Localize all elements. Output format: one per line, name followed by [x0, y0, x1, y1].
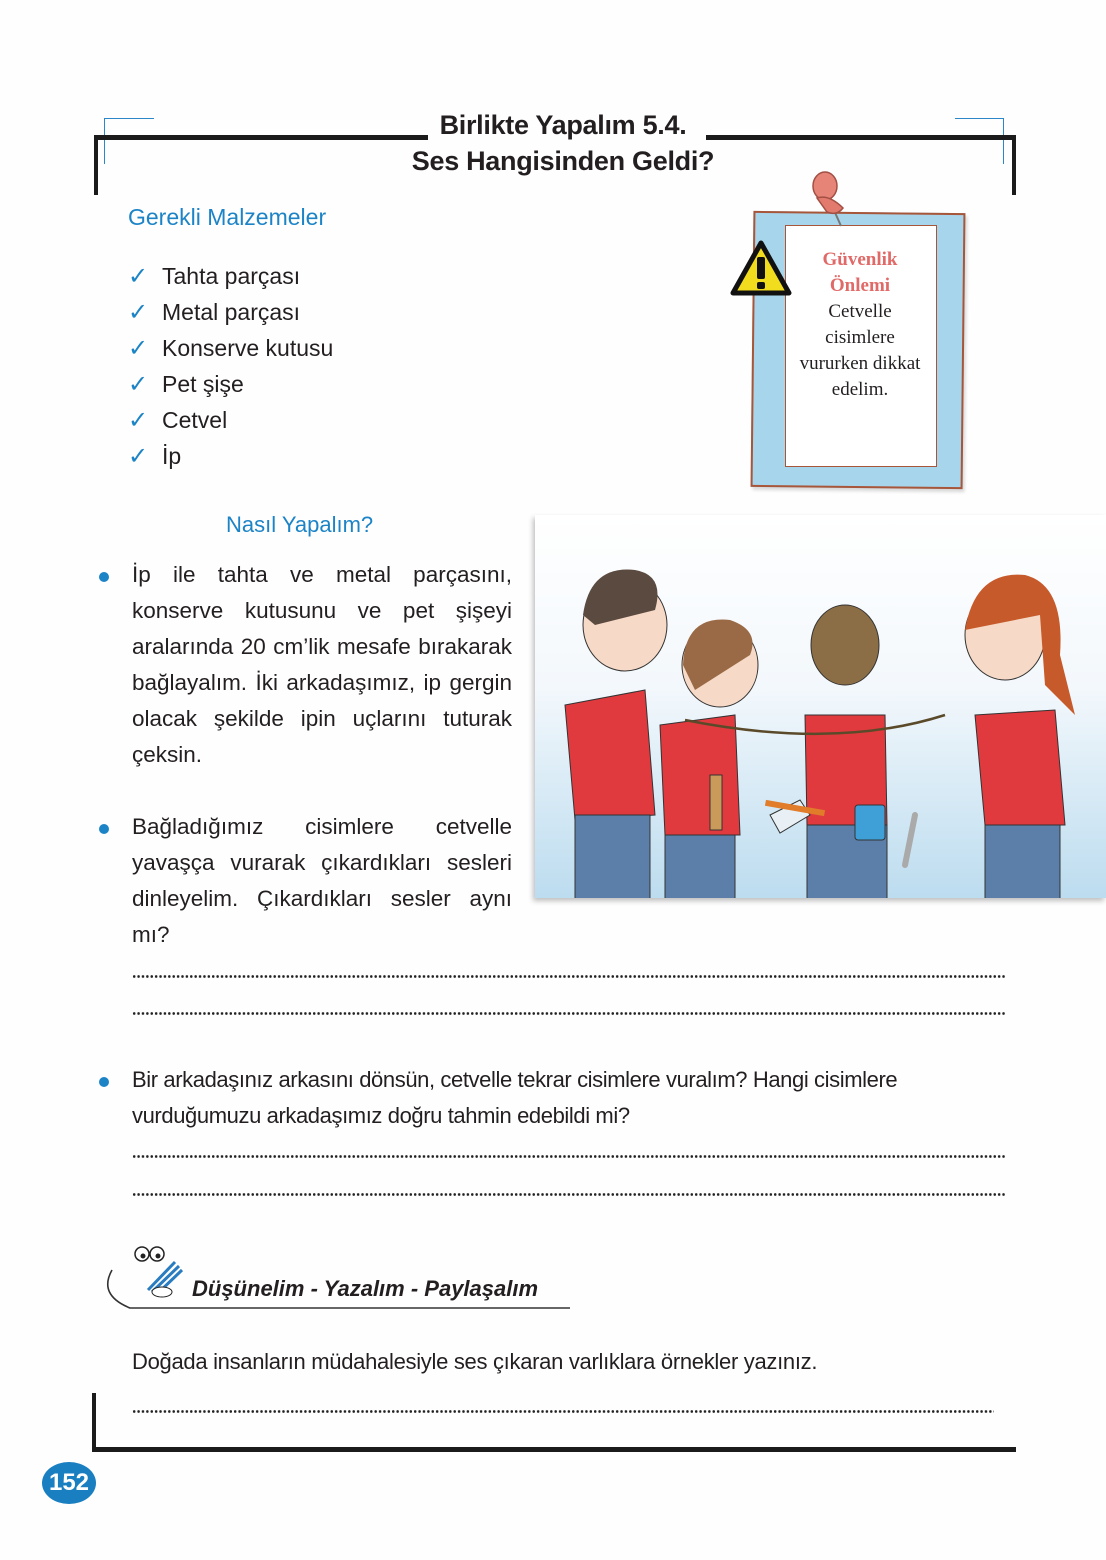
check-icon: ✓	[128, 262, 149, 290]
check-icon: ✓	[128, 442, 149, 470]
material-item: ✓ İp	[128, 442, 182, 470]
think-question: Doğada insanların müdahalesiyle ses çıkaran varlıklara örnekler yazınız.	[132, 1349, 818, 1374]
material-item: ✓ Tahta parçası	[128, 262, 301, 290]
page-number: 152	[42, 1462, 96, 1504]
answer-line[interactable]	[132, 1155, 1006, 1158]
step-3-text: Bir arkadaşınız arkasını dönsün, cetvelle tekrar cisimlere vuralım? Hangi cisimlere vurduğumuzu arkadaşımız doğru tahmin edebildi mi?	[132, 1067, 898, 1128]
activity-illustration	[535, 515, 1106, 898]
bullet-icon	[99, 572, 109, 582]
step-2-text: Bağladığımız cisimlere cetvelle yavaşça vurarak çıkardıkları sesleri dinleyelim. Çıkardıkları sesler aynı mı?	[132, 814, 512, 947]
children-string-illustration	[535, 515, 1106, 898]
bullet-icon	[99, 1077, 109, 1087]
materials-list	[128, 258, 333, 474]
pushpin-icon	[803, 168, 855, 230]
material-item: ✓ Pet şişe	[128, 370, 244, 398]
check-icon: ✓	[128, 370, 149, 398]
step-1-text: İp ile tahta ve metal parçasını, konserve kutusunu ve pet şişeyi aralarında 20 cm’lik mesafe bırakarak bağlayalım. İki arkadaşımız, ip gergin olacak şekilde ipin uçlarını tuturak çeksin.	[132, 562, 512, 767]
materials-heading: Gerekli Malzemeler	[128, 204, 327, 230]
activity-label: Birlikte Yapalım 5.4.	[439, 110, 687, 140]
how-to-heading: Nasıl Yapalım?	[226, 512, 374, 537]
answer-line[interactable]	[132, 975, 1006, 978]
check-icon: ✓	[128, 298, 149, 326]
bullet-icon	[99, 824, 109, 834]
material-item: ✓ Cetvel	[128, 406, 228, 434]
footer-rule	[92, 1447, 1016, 1452]
check-icon: ✓	[128, 406, 149, 434]
check-icon: ✓	[128, 334, 149, 362]
warning-triangle-icon	[730, 240, 792, 298]
answer-line[interactable]	[132, 1012, 1006, 1015]
safety-note-text: Güvenlik Önlemi Cetvelle cisimlere vururken dikkat edelim.	[799, 249, 921, 400]
material-item: ✓ Metal parçası	[128, 298, 301, 326]
material-item: ✓ Konserve kutusu	[128, 334, 334, 362]
think-section-heading: Düşünelim - Yazalım - Paylaşalım	[192, 1276, 539, 1301]
activity-title: Ses Hangisinden Geldi?	[411, 146, 715, 176]
answer-line[interactable]	[132, 1193, 1006, 1196]
footer-frame-left	[92, 1393, 96, 1451]
answer-line[interactable]	[132, 1410, 994, 1413]
